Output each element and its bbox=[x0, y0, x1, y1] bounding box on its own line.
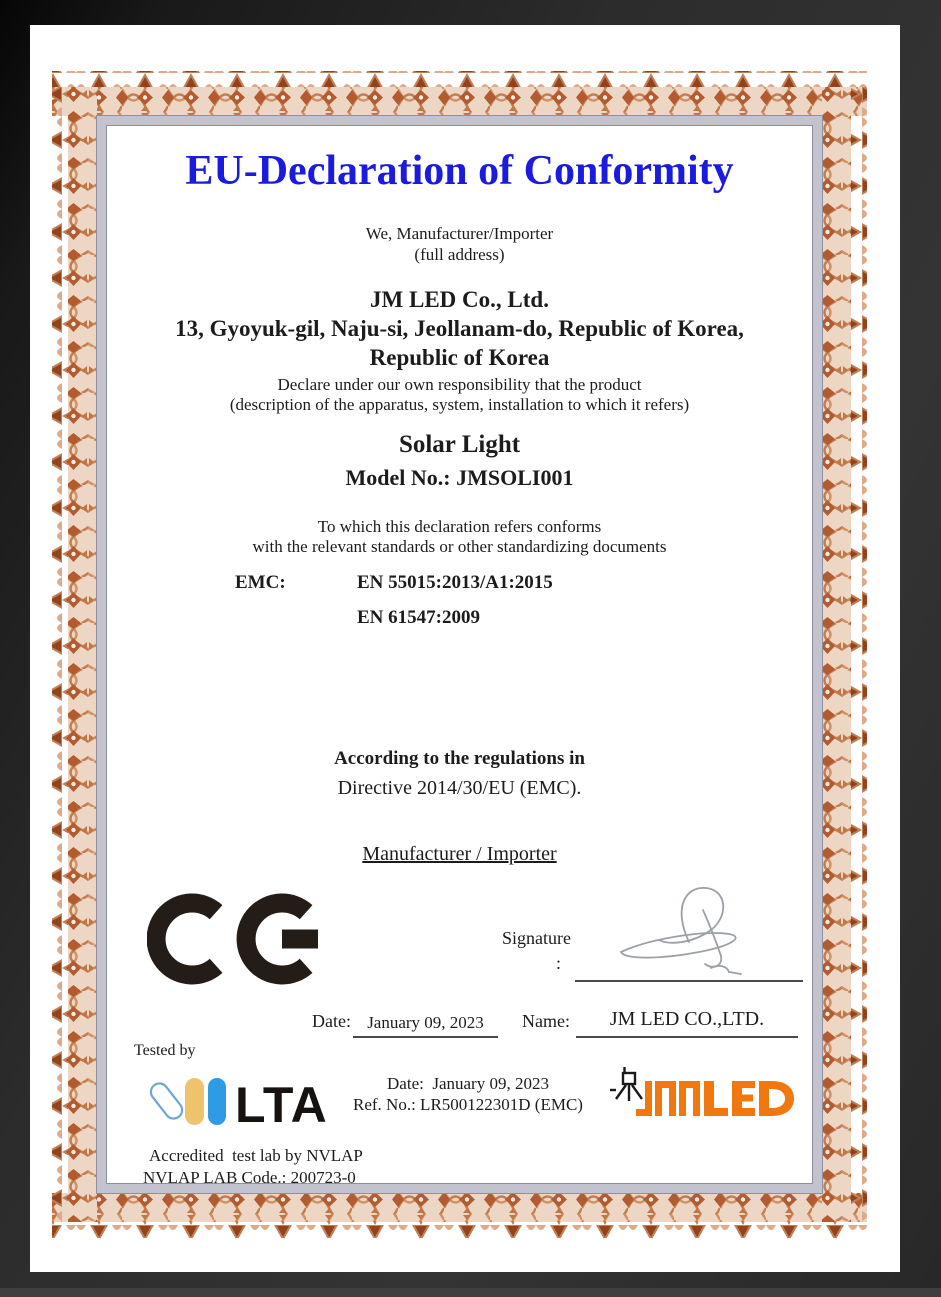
ce-mark-logo bbox=[147, 883, 327, 995]
manufacturer-name: JM LED Co., Ltd. bbox=[370, 287, 549, 312]
accreditation-line2: NVLAP LAB Code.: 200723-0 bbox=[143, 1168, 356, 1187]
signature-line bbox=[575, 980, 803, 982]
tested-by-label: Tested by bbox=[134, 1042, 196, 1059]
declaration-line2: (description of the apparatus, system, installation to which it refers) bbox=[229, 395, 690, 414]
lab-test-date: Date: January 09, 2023 bbox=[387, 1074, 549, 1093]
product-model: Model No.: JMSOLI001 bbox=[345, 465, 574, 490]
regulations-heading: According to the regulations in bbox=[334, 748, 585, 769]
tripod-light-icon bbox=[610, 1067, 642, 1101]
name-value: JM LED CO.,LTD. bbox=[609, 1008, 765, 1030]
intro-line2: (full address) bbox=[414, 245, 505, 264]
signature-colon: : bbox=[556, 953, 562, 973]
certificate-content bbox=[106, 125, 813, 1193]
jmled-logo-icon bbox=[606, 1063, 821, 1125]
ce-mark-icon bbox=[147, 883, 327, 995]
conformity-line2: with the relevant standards or other standardizing documents bbox=[252, 537, 667, 556]
manufacturer-address1: 13, Gyoyuk-gil, Naju-si, Jeollanam-do, Republic of Korea, bbox=[175, 316, 744, 341]
signature-label: Signature bbox=[502, 928, 571, 948]
declaration-line1: Declare under our own responsibility that the product bbox=[277, 375, 642, 394]
standard-item-1: EN 55015:2013/A1:2015 bbox=[357, 572, 553, 593]
role-heading: Manufacturer / Importer bbox=[362, 843, 557, 865]
jmled-company-logo bbox=[606, 1063, 821, 1125]
date-label: Date: bbox=[312, 1011, 351, 1031]
intro-lines bbox=[106, 223, 813, 265]
declaration-lines bbox=[106, 375, 813, 415]
lta-logo-text: LTA bbox=[235, 1077, 328, 1132]
certificate-title: EU-Declaration of Conformity bbox=[185, 148, 734, 194]
directive-line: Directive 2014/30/EU (EMC). bbox=[337, 777, 582, 799]
lab-test-ref-no: Ref. No.: LR500122301D (EMC) bbox=[353, 1095, 583, 1114]
conformity-lines bbox=[106, 517, 813, 557]
intro-line1: We, Manufacturer/Importer bbox=[365, 224, 554, 243]
led-letterforms bbox=[704, 1081, 794, 1116]
date-line bbox=[353, 1036, 498, 1038]
signature-scribble-icon bbox=[611, 880, 761, 985]
product-name: Solar Light bbox=[398, 431, 521, 458]
manufacturer-address2: Republic of Korea bbox=[369, 345, 550, 370]
name-line bbox=[576, 1036, 798, 1038]
conformity-line1: To which this declaration refers conforms bbox=[317, 517, 602, 536]
accreditation-line1: Accredited test lab by NVLAP bbox=[149, 1146, 363, 1165]
date-value: January 09, 2023 bbox=[367, 1013, 484, 1032]
signature-scribble bbox=[611, 880, 761, 985]
certificate-page bbox=[30, 25, 900, 1272]
jm-letterforms bbox=[636, 1081, 700, 1116]
lab-test-reference bbox=[318, 1073, 618, 1115]
standard-item-2: EN 61547:2009 bbox=[357, 607, 480, 628]
name-label: Name: bbox=[522, 1011, 570, 1031]
standards-category-label: EMC: bbox=[235, 572, 286, 593]
manufacturer-block bbox=[106, 285, 813, 372]
